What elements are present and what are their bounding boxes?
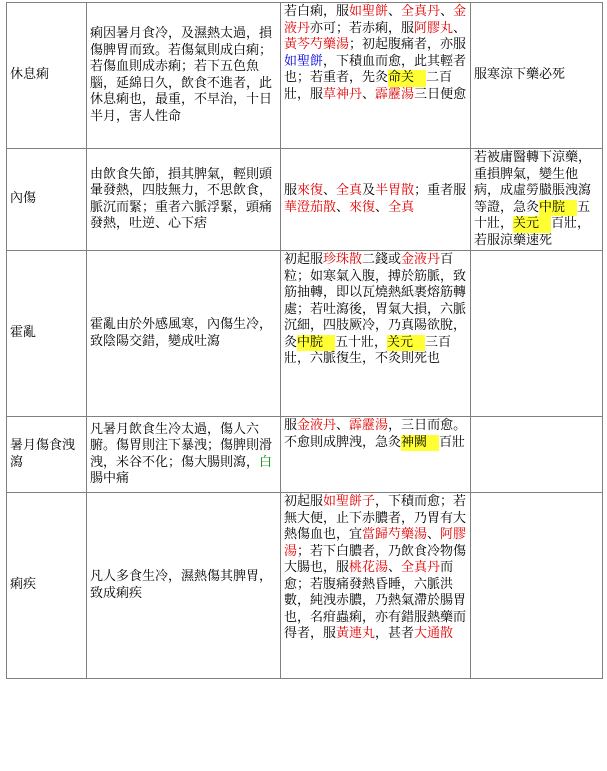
text-segment: 二百壯，服 bbox=[284, 70, 453, 102]
text-segment: 服 bbox=[284, 183, 298, 198]
text-segment: 及 bbox=[362, 183, 376, 198]
remedy-name: 草神丹 bbox=[323, 86, 363, 102]
remedy-name: 桃花湯 bbox=[349, 560, 389, 575]
acupoint-highlight: 关元 bbox=[387, 335, 425, 352]
text-segment: 而愈；若腹痛發熱昏睡，六脈洪數，純洩赤膿，乃熱氣滯於腸胃也，名疳蟲痢，亦有錯服熱藥而得者，服 bbox=[284, 560, 467, 641]
text-segment: 、 bbox=[336, 418, 350, 433]
note-cell: 服寒涼下藥必死 bbox=[471, 3, 603, 149]
remedy-name: 金液丹 bbox=[297, 418, 337, 433]
text-segment: 服 bbox=[284, 418, 298, 433]
text-segment: 三百壯，六脈復生，不灸則死也 bbox=[284, 334, 452, 366]
remedy-name: 半胃散 bbox=[375, 183, 415, 198]
table-row bbox=[7, 149, 603, 251]
text-segment: 、 bbox=[388, 4, 402, 19]
acupoint-highlight: 关元 bbox=[513, 216, 551, 233]
disease-name: 霍亂 bbox=[7, 251, 87, 417]
remedy-name: 當歸芍藥湯 bbox=[362, 527, 428, 542]
text-segment: 、 bbox=[440, 4, 454, 19]
remedy-name: 霹靂湯 bbox=[349, 418, 389, 433]
cause-cell bbox=[87, 417, 281, 493]
treatment-cell bbox=[281, 493, 471, 679]
table-row bbox=[7, 493, 603, 679]
text-segment: 五十壯， bbox=[335, 334, 388, 350]
acupoint-highlight: 中脘 bbox=[297, 335, 335, 352]
text-segment: 、 bbox=[388, 560, 402, 575]
remedy-name: 阿膠丸 bbox=[414, 20, 454, 36]
treatment-cell bbox=[281, 3, 471, 149]
table-row bbox=[7, 251, 603, 417]
acupoint-highlight: 中脘 bbox=[539, 200, 577, 217]
note-cell bbox=[471, 251, 603, 417]
disease-name: 暑月傷食洩瀉 bbox=[7, 417, 87, 493]
remedy-name: 來復 bbox=[349, 199, 376, 215]
cause-cell: 霍亂由於外感風寒，內傷生冷，致陰陽交錯，變成吐瀉 bbox=[87, 251, 281, 417]
text-segment: 百粒；如寒氣入腹，搏於筋脈，致筋抽轉，即以瓦燒熱紙裹熔筋轉處；若吐瀉後，胃氣大損，六脈沉細，四肢厥冷，乃真陽欲脫，灸 bbox=[284, 252, 467, 350]
text-segment: 初起服 bbox=[284, 494, 324, 509]
cause-cell: 痢因暑月食冷，及濕熱太過，損傷脾胃而致。若傷氣則成白痢；若傷血則成赤痢；若下五色魚腦，延綿日久，飲食不進者，此休息痢也，最重，不早治，十日半月，害人性命 bbox=[87, 3, 281, 149]
table-row bbox=[7, 417, 603, 493]
text-segment: 亦可；若赤痢，服 bbox=[310, 20, 415, 36]
remedy-name: 來復 bbox=[297, 183, 324, 198]
disease-name: 休息痢 bbox=[7, 3, 87, 149]
text-segment: 百壯 bbox=[439, 434, 466, 450]
cause-cell: 由飲食失節，損其脾氣，輕則頭暈發熱，四肢無力，不思飲食，脈沉而緊；重者六脈浮緊，頭痛發熱，吐逆、心下痞 bbox=[87, 149, 281, 251]
treatment-cell bbox=[281, 417, 471, 493]
text-segment: 二錢或 bbox=[362, 252, 402, 267]
text-segment: ；初起腹痛者，亦服 bbox=[349, 37, 467, 52]
remedy-name: 珍珠散 bbox=[323, 252, 363, 267]
text-segment: 初起服 bbox=[284, 252, 324, 267]
remedy-name: 霹靂湯 bbox=[375, 86, 415, 102]
text-segment: 、 bbox=[453, 20, 467, 36]
remedy-name: 全真 bbox=[388, 199, 415, 215]
note-cell bbox=[471, 149, 603, 251]
text-segment: ；若下白膿者，乃飲食冷物傷大腸也，服 bbox=[284, 543, 467, 575]
remedy-name: 阿膠湯 bbox=[284, 527, 467, 559]
acupoint-highlight: 命关 bbox=[388, 70, 426, 87]
text-segment: 、 bbox=[336, 199, 350, 215]
table-row bbox=[7, 3, 603, 149]
text-segment: 若被庸醫轉下涼藥，重損脾氣，變生他病，成虛勞臌脹洩瀉等證，急灸 bbox=[474, 150, 592, 215]
remedy-name: 黃連丸 bbox=[336, 626, 376, 641]
text-segment: 三日便愈 bbox=[414, 86, 467, 102]
remedy-name: 金液丹 bbox=[401, 252, 441, 267]
text-segment: ，下積血而愈，此其輕者也；若重者，先灸 bbox=[284, 53, 467, 85]
disease-name: 痢疾 bbox=[7, 493, 87, 679]
note-cell bbox=[471, 417, 603, 493]
remedy-name: 全真丹 bbox=[401, 560, 441, 575]
text-segment: 凡暑月飲食生冷太過，傷人六腑。傷胃則注下暴洩；傷脾則滑洩，米谷不化；傷大腸則瀉， bbox=[90, 421, 273, 470]
treatment-cell bbox=[281, 149, 471, 251]
remedy-name: 華澄茄散 bbox=[284, 199, 337, 215]
remedy-name: 白 bbox=[259, 454, 273, 470]
text-segment: 、 bbox=[375, 199, 389, 215]
remedy-name: 如聖餅 bbox=[349, 4, 389, 19]
text-segment: ，甚者 bbox=[375, 626, 415, 641]
text-segment: 若白痢，服 bbox=[284, 4, 350, 19]
disease-name: 內傷 bbox=[7, 149, 87, 251]
remedy-name: 如聖餅 bbox=[284, 53, 324, 69]
text-segment: ，下積而愈；若無大便，止下赤膿者，乃胃有大熱傷血也，宜 bbox=[284, 494, 467, 542]
remedy-name: 全真 bbox=[336, 183, 363, 198]
cause-cell: 凡人多食生冷，濕熱傷其脾胃，致成痢疾 bbox=[87, 493, 281, 679]
remedy-name: 金液丹 bbox=[284, 4, 467, 36]
text-segment: 腸中痛 bbox=[90, 471, 130, 486]
note-cell bbox=[471, 493, 603, 679]
text-segment: 、 bbox=[323, 183, 337, 198]
acupoint-highlight: 神闕 bbox=[401, 435, 439, 452]
remedy-name: 全真丹 bbox=[401, 4, 441, 19]
text-segment: ；重者服 bbox=[414, 183, 467, 198]
text-segment: ，三日而愈。不愈則成脾洩，急灸 bbox=[284, 418, 467, 450]
text-segment: 、 bbox=[427, 527, 441, 542]
remedy-name: 如聖餅子 bbox=[323, 494, 376, 509]
text-segment: 百壯，若服涼藥速死 bbox=[474, 216, 591, 248]
remedy-name: 黃芩芍藥湯 bbox=[284, 37, 350, 52]
remedy-name: 大通散 bbox=[414, 626, 454, 641]
text-segment: 、 bbox=[362, 86, 376, 102]
disease-table bbox=[6, 2, 603, 679]
treatment-cell bbox=[281, 251, 471, 417]
text-segment: 五十壯， bbox=[474, 199, 591, 231]
